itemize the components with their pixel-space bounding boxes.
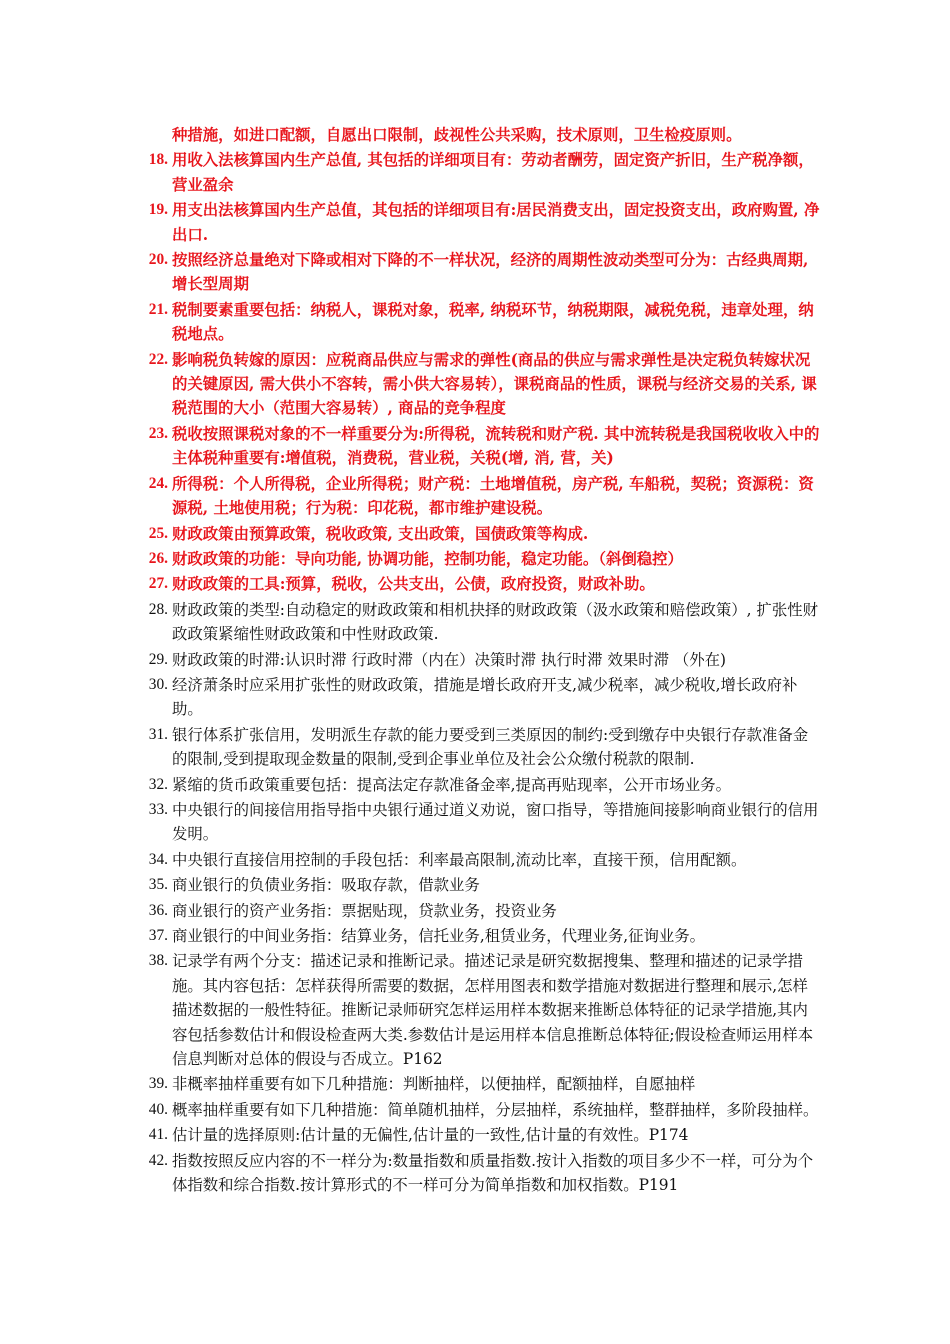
item-text: 紧缩的货币政策重要包括：提高法定存款准备金率,提高再贴现率，公开市场业务。 <box>172 775 731 794</box>
list-item <box>140 773 820 797</box>
item-text: 商业银行的负债业务指：吸取存款，借款业务 <box>172 876 480 895</box>
list-item <box>140 848 820 872</box>
item-text: 银行体系扩张信用，发明派生存款的能力要受到三类原因的制约:受到缴存中央银行存款准备金的限制,受到提取现金数量的限制,受到企事业单位及社会公众缴付税款的限制. <box>172 725 809 769</box>
list-item <box>140 673 820 722</box>
item-number: 33. <box>148 800 168 818</box>
item-text: 中央银行直接信用控制的手段包括：利率最高限制,流动比率，直接干预，信用配额。 <box>172 850 747 869</box>
item-number: 41. <box>148 1126 168 1144</box>
item-number: 40. <box>148 1100 168 1118</box>
item-number: 37. <box>148 927 168 944</box>
item-text: 指数按照反应内容的不一样分为:数量指数和质量指数.按计入指数的项目多少不一样，可分为个体指数和综合指数.按计算形式的不一样可分为简单指数和加权指数。P191 <box>172 1151 814 1195</box>
item-text: 财政政策的类型:自动稳定的财政政策和相机抉择的财政政策（汲水政策和赔偿政策）, 扩张性财政政策紧缩性财政政策和中性财政政策. <box>172 600 818 644</box>
item-text: 财政政策的工具:预算，税收，公共支出，公债，政府投资，财政补助。 <box>172 575 655 594</box>
item-number: 24. <box>148 474 168 492</box>
item-number: 34. <box>148 850 168 868</box>
item-text: 财政政策的时滞:认识时滞 行政时滞（内在）决策时滞 执行时滞 效果时滞 （外在) <box>172 650 727 669</box>
item-number: 29. <box>148 650 168 668</box>
item-text: 商业银行的资产业务指：票据贴现，贷款业务，投资业务 <box>172 901 557 920</box>
item-number: 25. <box>148 524 168 542</box>
item-text: 按照经济总量绝对下降或相对下降的不一样状况，经济的周期性波动类型可分为：古经典周期, 增长型周期 <box>172 251 809 294</box>
item-number: 19. <box>148 201 168 219</box>
list-item <box>140 547 820 571</box>
item-number: 26. <box>148 549 168 567</box>
item-number: 30. <box>148 675 168 693</box>
list-item <box>140 572 820 596</box>
item-text: 用收入法核算国内生产总值, 其包括的详细项目有：劳动者酬劳，固定资产折旧，生产税净额，营业盈余 <box>172 151 814 194</box>
numbered-list <box>140 123 820 1198</box>
list-item <box>140 598 820 647</box>
item-number: 31. <box>148 725 168 743</box>
item-text: 种措施，如进口配额，自愿出口限制，歧视性公共采购，技术原则，卫生检疫原则。 <box>172 126 742 144</box>
list-item <box>140 248 820 297</box>
list-item <box>140 148 820 197</box>
item-text: 税制要素重要包括：纳税人，课税对象，税率, 纳税环节，纳税期限，减税免税，违章处理，纳税地点。 <box>172 300 814 344</box>
item-text: 中央银行的间接信用指导指中央银行通过道义劝说，窗口指导，等措施间接影响商业银行的信用发明。 <box>172 800 819 844</box>
list-item <box>140 798 820 847</box>
item-text: 记录学有两个分支：描述记录和推断记录。描述记录是研究数据搜集、整理和描述的记录学措施。其内容包括：怎样获得所需要的数据，怎样用图表和数学措施对数据进行整理和展示,怎样描述数据的一般性特征。推断记录师研究怎样运用样本数据来推断总体特征的记录学措施,其内容包括参数估计和假设检查两大类.参数估计是运用样本信息推断总体特征;假设检查师运用样本信息判断对总体的假设与否成立。P162 <box>172 952 814 1069</box>
list-item <box>140 298 820 347</box>
item-number: 38. <box>148 952 168 970</box>
list-item <box>140 899 820 923</box>
item-text: 商业银行的中间业务指：结算业务，信托业务,租赁业务，代理业务,征询业务。 <box>172 927 706 945</box>
item-number: 39. <box>148 1075 168 1093</box>
item-text: 所得税：个人所得税，企业所得税；财产税：土地增值税，房产税, 车船税，契税；资源税：资源税, 土地使用税；行为税：印花税，都市维护建设税。 <box>172 474 814 518</box>
list-item <box>140 198 820 247</box>
list-item <box>140 949 820 1071</box>
item-text: 估计量的选择原则:估计量的无偏性,估计量的一致性,估计量的有效性。P174 <box>172 1126 689 1145</box>
item-text: 经济萧条时应采用扩张性的财政政策，措施是增长政府开支,减少税率，减少税收,增长政府补助。 <box>172 675 798 719</box>
list-item <box>140 422 820 471</box>
list-item <box>140 1123 820 1147</box>
item-number: 18. <box>148 151 168 169</box>
item-number: 42. <box>148 1151 168 1169</box>
item-text: 税收按照课税对象的不一样重要分为:所得税，流转税和财产税. 其中流转税是我国税收收入中的主体税种重要有:增值税，消费税，营业税，关税(增, 消, 营，关) <box>172 424 820 468</box>
item-text: 影响税负转嫁的原因：应税商品供应与需求的弹性(商品的供应与需求弹性是决定税负转嫁状况的关键原因, 需大供小不容转，需小供大容易转），课税商品的性质，课税与经济交易的关系, 课税范围的大小（范围大容易转）, 商品的竞争程度 <box>172 350 817 418</box>
item-number: 28. <box>148 600 168 618</box>
item-text: 非概率抽样重要有如下几种措施：判断抽样，以便抽样，配额抽样，自愿抽样 <box>172 1075 696 1094</box>
list-item <box>140 924 820 948</box>
list-item <box>140 472 820 521</box>
item-text: 财政政策的功能：导向功能, 协调功能，控制功能，稳定功能。（斜倒稳控） <box>172 549 683 568</box>
item-number: 36. <box>148 901 168 919</box>
item-text: 概率抽样重要有如下几种措施：简单随机抽样，分层抽样，系统抽样，整群抽样，多阶段抽样。 <box>172 1100 819 1119</box>
list-item <box>140 522 820 546</box>
item-text: 用支出法核算国内生产总值，其包括的详细项目有:居民消费支出，固定投资支出，政府购置, 净出口. <box>172 201 820 244</box>
list-item <box>140 348 820 421</box>
item-number: 32. <box>148 775 168 793</box>
list-item <box>140 1098 820 1122</box>
item-number: 35. <box>148 876 168 894</box>
list-item <box>140 873 820 897</box>
item-number: 20. <box>148 251 168 269</box>
item-number: 23. <box>148 424 168 442</box>
list-item <box>140 723 820 772</box>
list-item <box>140 1072 820 1096</box>
list-item <box>140 648 820 672</box>
item-number: 27. <box>148 575 168 593</box>
item-text: 财政政策由预算政策，税收政策, 支出政策，国债政策等构成. <box>172 524 589 543</box>
item-number: 22. <box>148 350 168 368</box>
list-item <box>140 1149 820 1198</box>
list-item <box>140 123 820 147</box>
item-number: 21. <box>148 300 168 318</box>
